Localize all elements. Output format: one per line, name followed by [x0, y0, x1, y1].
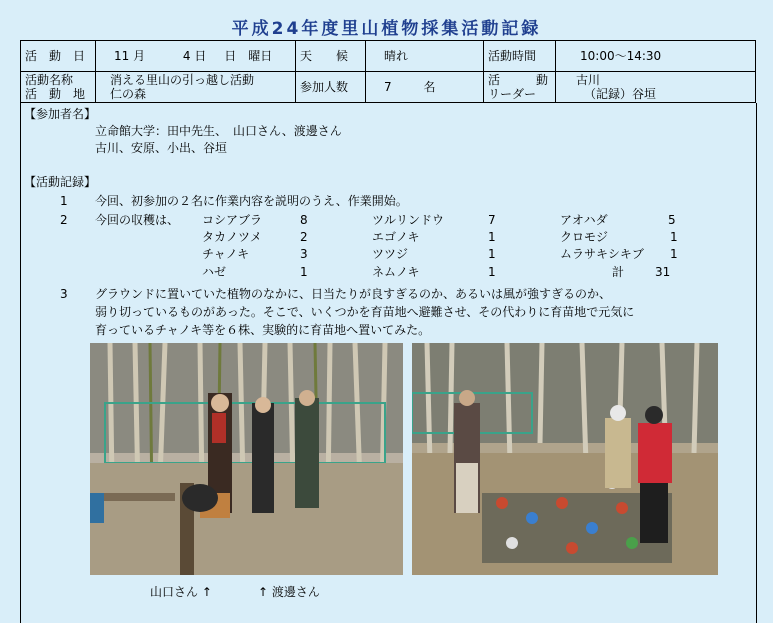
item2-text: 今回の収穫は、 [95, 213, 180, 227]
harvest-name: コシアブラ [202, 213, 263, 227]
harvest-count: 1 [488, 265, 496, 279]
participants-heading: 【参加者名】 [24, 107, 97, 121]
item3-line1: グラウンドに置いていた植物のなかに、日当たりが良すぎるのか、あるいは風が強すぎるのか、 [95, 287, 612, 301]
harvest-count: 2 [300, 230, 308, 244]
weather-value: 晴れ [366, 41, 484, 72]
leader-label-2: リーダー [488, 87, 537, 101]
harvest-count: 1 [300, 265, 308, 279]
leader-labels [484, 72, 556, 103]
harvest-name: チャノキ [202, 247, 250, 261]
photo-left-image [90, 343, 403, 575]
item3-line2: 弱り切っているものがあった。そこで、いくつかを育苗地へ避難させ、その代わりに育苗地で元気に [95, 305, 635, 319]
participants-count: 7 [384, 80, 392, 94]
date-day: 4 日 [182, 49, 207, 63]
item3-number: 3 [60, 287, 68, 301]
activity-name-value: 消える里山の引っ越し活動 [110, 73, 255, 87]
harvest-count: 7 [488, 213, 496, 227]
harvest-count: 1 [670, 230, 678, 244]
date-month: 11 月 [114, 49, 146, 63]
date-value [96, 41, 296, 72]
activity-place-label: 活 動 地 [25, 87, 86, 101]
item1-number: 1 [60, 194, 68, 208]
caption-watanabe: ↑ 渡邊さん [258, 585, 320, 599]
record-heading: 【活動記録】 [24, 175, 97, 189]
photo-right-image [412, 343, 718, 575]
leader-label-1: 活 動 [488, 73, 549, 87]
harvest-name: エゴノキ [372, 230, 420, 244]
leader-value-1: 古川 [576, 73, 601, 87]
photo-left [90, 343, 403, 575]
harvest-count: 5 [668, 213, 676, 227]
time-label: 活動時間 [484, 41, 556, 72]
harvest-name: ツルリンドウ [372, 213, 445, 227]
time-value: 10:00〜14:30 [556, 41, 756, 72]
caption-yamaguchi: 山口さん ↑ [150, 585, 212, 599]
harvest-name: ツツジ [372, 247, 409, 261]
harvest-total-label: 計 [612, 265, 625, 279]
harvest-total-count: 31 [655, 265, 671, 279]
weather-label: 天 候 [296, 41, 366, 72]
harvest-name: ムラサキシキブ [560, 247, 644, 261]
harvest-count: 8 [300, 213, 308, 227]
harvest-name: タカノツメ [202, 230, 262, 244]
activity-values [96, 72, 296, 103]
participants-line1: 立命館大学：田中先生、 山口さん、渡邊さん [95, 124, 342, 138]
harvest-name: クロモジ [560, 230, 609, 244]
harvest-name: ネムノキ [372, 265, 420, 279]
item1-text: 今回、初参加の２名に作業内容を説明のうえ、作業開始。 [95, 194, 408, 208]
date-weekday: 日 曜日 [224, 49, 273, 63]
leader-values [556, 72, 756, 103]
participants-line2: 古川、安原、小出、谷垣 [95, 141, 228, 155]
harvest-count: 3 [300, 247, 308, 261]
page-title: 平成24年度里山植物採集活動記録 [231, 19, 542, 39]
date-label: 活 動 日 [21, 41, 96, 72]
activity-name-label: 活動名称 [25, 73, 74, 87]
harvest-count: 1 [488, 247, 496, 261]
participants-label: 参加人数 [296, 72, 366, 103]
activity-place-value: 仁の森 [110, 87, 147, 101]
participants-value [366, 72, 484, 103]
harvest-name: アオハダ [560, 213, 608, 227]
photo-right [412, 343, 718, 575]
item3-line3: 育っているチャノキ等を６株、実験的に育苗地へ置いてみた。 [95, 323, 431, 337]
leader-value-2: （記録）谷垣 [584, 87, 657, 101]
item2-number: 2 [60, 213, 68, 227]
harvest-name: ハゼ [202, 265, 227, 279]
header-table [20, 40, 756, 103]
activity-labels [21, 72, 96, 103]
harvest-count: 1 [488, 230, 496, 244]
participants-unit: 名 [423, 80, 436, 94]
harvest-count: 1 [670, 247, 678, 261]
